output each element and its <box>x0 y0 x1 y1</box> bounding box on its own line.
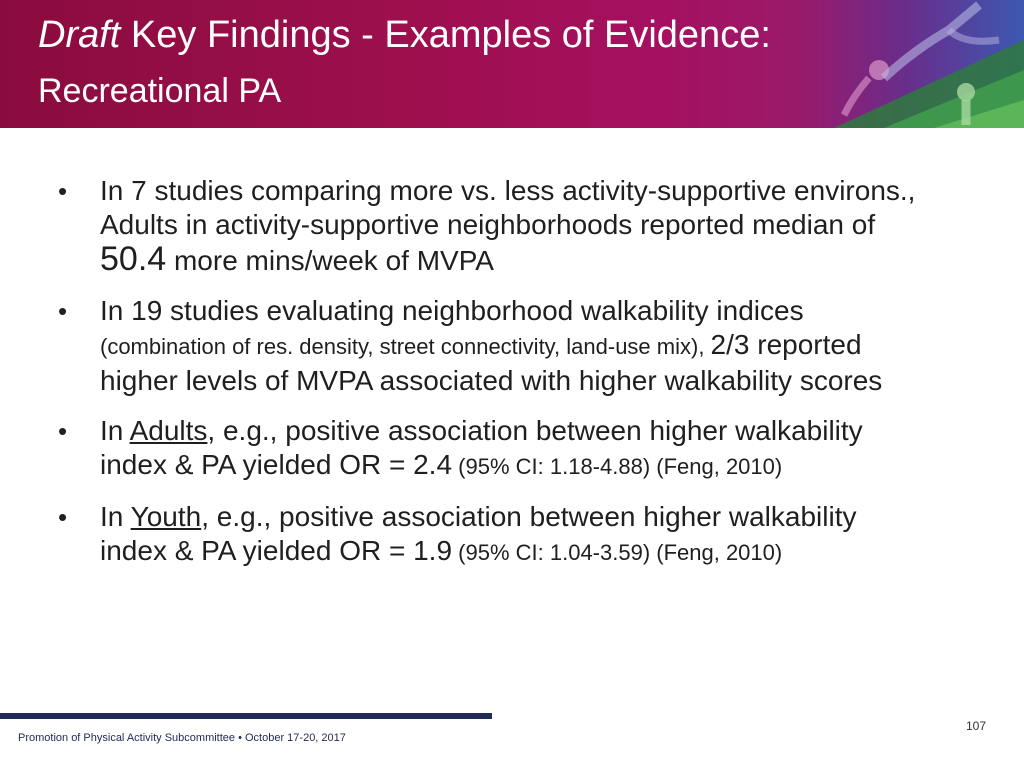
bullet-item-adults <box>56 414 916 484</box>
bullet-underlined-term: Youth <box>130 501 202 532</box>
bullet-item-youth <box>56 500 916 570</box>
slide-subtitle: Recreational PA <box>38 72 282 110</box>
bullet-dot-icon: • <box>58 416 68 446</box>
bullet-dot-icon: • <box>58 502 68 532</box>
bullet-text: more mins/week of MVPA <box>166 245 494 276</box>
bullet-dot-icon: • <box>58 296 68 326</box>
bullet-highlight-value: 50.4 <box>100 240 167 278</box>
bullet-small-note: (95% CI: 1.18-4.88) (Feng, 2010) <box>452 454 783 479</box>
bullet-dot-icon: • <box>58 176 68 206</box>
footer-text: Promotion of Physical Activity Subcommittee • October 17-20, 2017 <box>18 732 346 744</box>
header-banner <box>0 0 1024 128</box>
bullet-prefix: In <box>100 415 130 446</box>
bullet-highlight-value: 2.4 <box>413 449 453 480</box>
page-number: 107 <box>965 719 986 733</box>
bullet-small-note: (95% CI: 1.04-3.59) (Feng, 2010) <box>452 540 783 565</box>
athlete-silhouette-icon <box>774 0 1024 128</box>
bullet-item-walkability-indices <box>56 294 916 398</box>
bullet-highlight-value: 2/3 <box>710 329 750 360</box>
bullet-prefix: In <box>100 501 131 532</box>
bullet-item-studies-environs <box>56 174 916 278</box>
title-main-text: Key Findings - Examples of Evidence: <box>120 14 771 56</box>
bullet-small-note: (combination of res. density, street connectivity, land-use mix), <box>100 334 711 359</box>
bullet-text: reported higher levels of MVPA associated with higher walkability scores <box>100 329 883 396</box>
footer-divider <box>0 713 492 719</box>
bullet-text: , e.g., positive association between higher walkability index & PA yielded OR = <box>100 501 857 566</box>
bullet-highlight-value: 1.9 <box>413 535 453 566</box>
bullet-text: In 7 studies comparing more vs. less activity-supportive environs., Adults in activity-supportive neighborhoods reported median of <box>100 175 916 240</box>
bullet-list <box>56 174 916 586</box>
title-draft-label: Draft <box>38 14 121 56</box>
bullet-underlined-term: Adults <box>129 415 208 446</box>
bullet-text: , e.g., positive association between higher walkability index & PA yielded OR = <box>100 415 863 480</box>
bullet-text: In 19 studies evaluating neighborhood walkability indices <box>100 295 804 326</box>
slide-title <box>38 12 771 58</box>
